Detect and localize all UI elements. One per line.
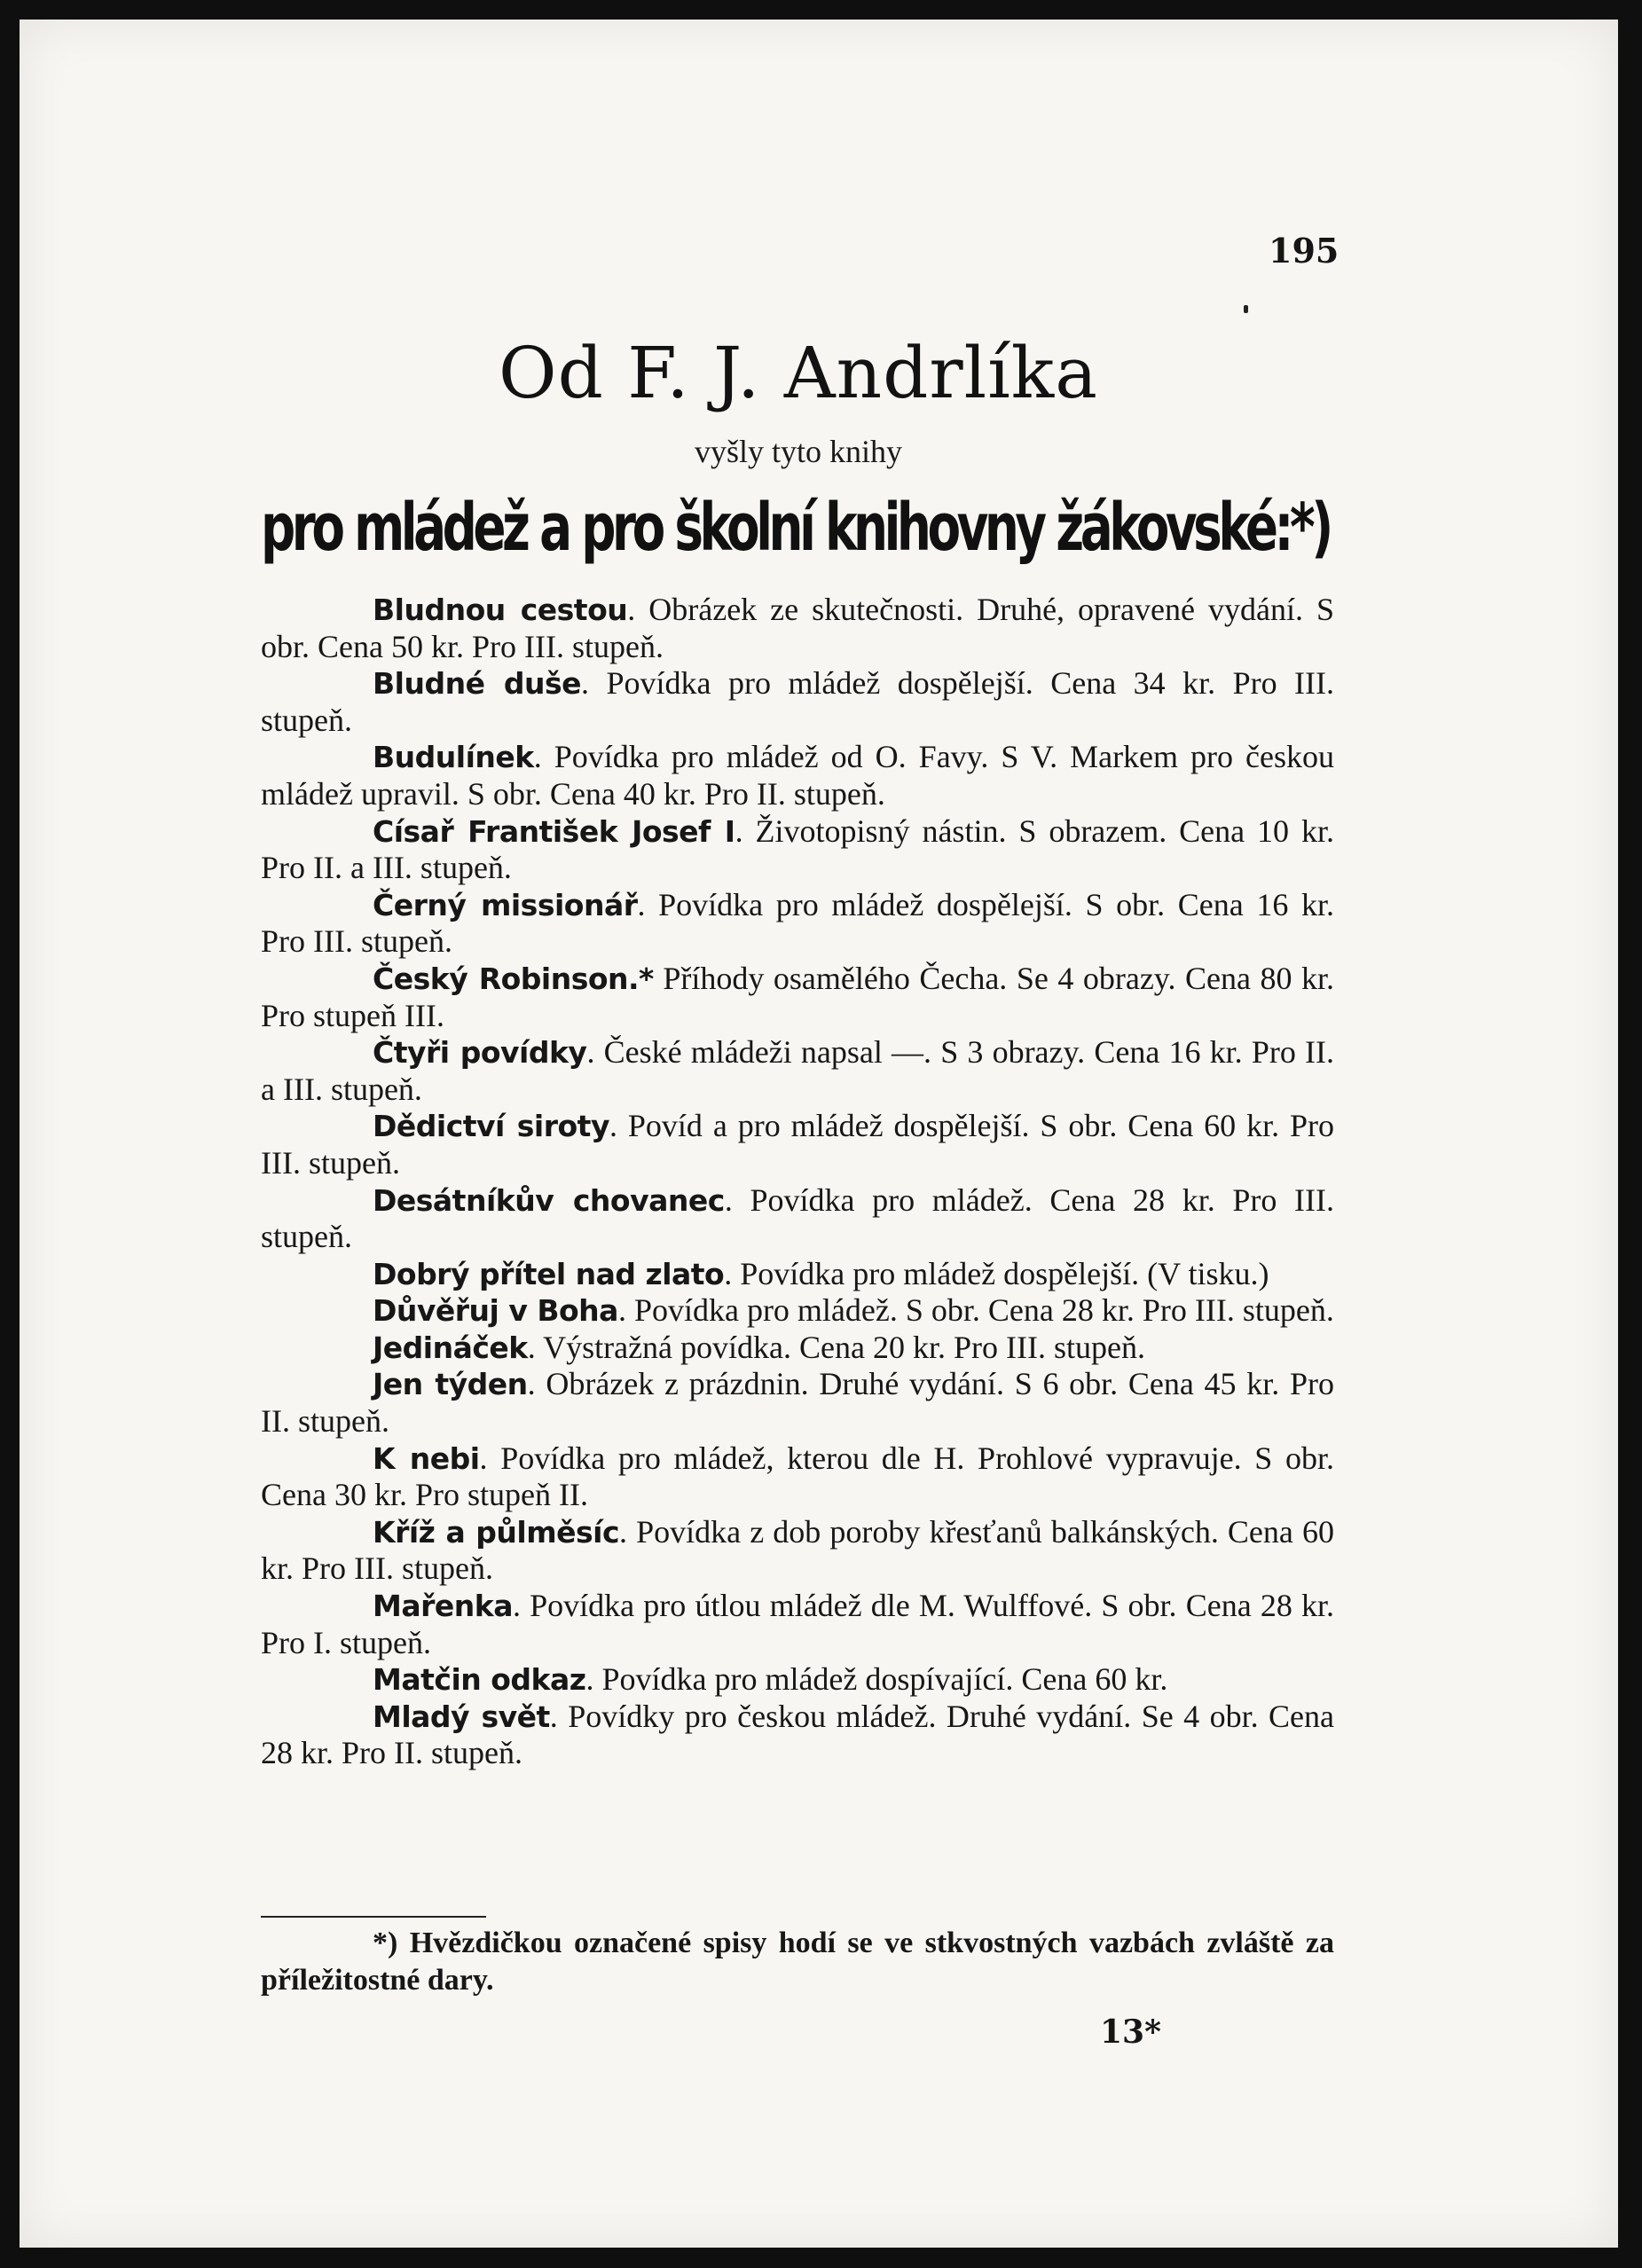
book-description: . Povídka pro mládež dospívající. Cena 60 kr. [585, 1661, 1168, 1698]
book-title: Dědictví siroty [373, 1109, 609, 1144]
book-description: . Obrázek z prázdnin. Druhé vydání. S 6 obr. Cena 45 kr. Pro II. stupeň. [261, 1366, 1334, 1440]
list-item [261, 1366, 1334, 1440]
footnote: *) Hvězdičkou označené spisy hodí se ve stkvostných vazbách zvláště za příležitostné dary. [261, 1927, 1334, 1997]
list-item [261, 592, 1334, 665]
book-description: . Životopisný nástin. S obrazem. Cena 10 kr. Pro II. a III. stupeň. [261, 812, 1334, 886]
book-list [261, 592, 1334, 1772]
book-title: Bludné duše [373, 666, 582, 702]
page-title-text: Od F. J. Andrlíka [499, 332, 1098, 414]
book-description: . Povídka pro mládež dospělejší. Cena 34 kr. Pro III. stupeň. [261, 665, 1334, 738]
book-description: . Povídka pro mládež dospělejší. (V tisku.) [724, 1255, 1269, 1291]
book-description: . Povídka pro mládež dospělejší. S obr. Cena 16 kr. Pro III. stupeň. [261, 886, 1335, 960]
list-item [261, 739, 1334, 812]
page-title [20, 332, 1332, 414]
book-description: . České mládeži napsal —. S 3 obrazy. Cena 16 kr. Pro II. a III. stupeň. [261, 1034, 1334, 1107]
book-description: . Povídka pro mládež, kterou dle H. Prohlové vypravuje. S obr. Cena 30 kr. Pro stupeň II. [261, 1440, 1334, 1513]
book-title: Bludnou cestou [373, 593, 628, 627]
list-item [261, 665, 1334, 739]
book-title: Jen týden [373, 1367, 528, 1402]
book-description: . Výstražná povídka. Cena 20 kr. Pro III. stupeň. [527, 1329, 1145, 1365]
book-title: Kříž a půlměsíc [373, 1514, 620, 1550]
list-item [261, 1440, 1334, 1514]
book-title: Desátníkův chovanec [373, 1182, 725, 1218]
book-title: K nebi [373, 1440, 480, 1476]
book-title: Císař František Josef I [373, 813, 735, 849]
book-description: . Povídka pro mládež od O. Favy. S V. Markem pro českou mládež upravil. S obr. Cena 40 kr. Pro II. stupeň. [261, 739, 1334, 812]
list-item [261, 887, 1334, 961]
list-item [261, 1330, 1334, 1367]
signature-mark: 13* [1100, 2013, 1161, 2051]
book-title: Důvěřuj v Boha [373, 1293, 618, 1329]
list-item [261, 1292, 1334, 1330]
book-title: Jedináček [373, 1330, 528, 1365]
book-description: . Obrázek ze skutečnosti. Druhé, opravené vydání. S obr. Cena 50 kr. Pro III. stupeň. [261, 592, 1334, 664]
page-subtitle [20, 433, 1332, 470]
page-subtitle-text: vyšly tyto knihy [694, 434, 903, 469]
list-item [261, 1661, 1334, 1699]
book-description: . Povídky pro českou mládež. Druhé vydání. Se 4 obr. Cena 28 kr. Pro II. stupeň. [261, 1698, 1334, 1771]
book-description: . Povídka pro mládež. Cena 28 kr. Pro III. stupeň. [261, 1181, 1334, 1255]
list-item [261, 1514, 1334, 1588]
book-page [20, 20, 1618, 2248]
book-title: Matčin odkaz [373, 1662, 586, 1698]
print-speck [1244, 305, 1248, 313]
page-number: 195 [1269, 231, 1340, 271]
book-title: Mařenka [373, 1589, 513, 1624]
book-title: Čtyři povídky [373, 1035, 587, 1071]
list-item [261, 961, 1334, 1034]
book-title: Český Robinson.* [373, 961, 654, 996]
book-description: . Povíd a pro mládež dospělejší. S obr. Cena 60 kr. Pro III. stupeň. [261, 1108, 1334, 1181]
list-item [261, 1182, 1334, 1256]
list-item [261, 1108, 1334, 1181]
book-description: Příhody osamělého Čecha. Se 4 obrazy. Cena 80 kr. Pro stupeň III. [261, 960, 1334, 1033]
list-item [261, 1256, 1334, 1293]
list-item [261, 1699, 1334, 1772]
book-title: Černý missionář [373, 887, 638, 922]
list-item [261, 813, 1334, 887]
book-title: Dobrý přítel nad zlato [373, 1256, 725, 1291]
book-title: Mladý svět [373, 1699, 550, 1734]
list-item [261, 1034, 1334, 1108]
book-description: . Povídka pro útlou mládež dle M. Wulffové. S obr. Cena 28 kr. Pro I. stupeň. [261, 1588, 1334, 1660]
book-description: . Povídka z dob poroby křesťanů balkánských. Cena 60 kr. Pro III. stupeň. [261, 1513, 1334, 1587]
section-heading: pro mládež a pro školní knihovny žákovské:*) [261, 490, 1330, 566]
footnote-divider [261, 1916, 486, 1918]
book-description: . Povídka pro mládež. S obr. Cena 28 kr. Pro III. stupeň. [617, 1292, 1334, 1329]
book-title: Budulínek [373, 740, 534, 775]
list-item [261, 1588, 1334, 1661]
